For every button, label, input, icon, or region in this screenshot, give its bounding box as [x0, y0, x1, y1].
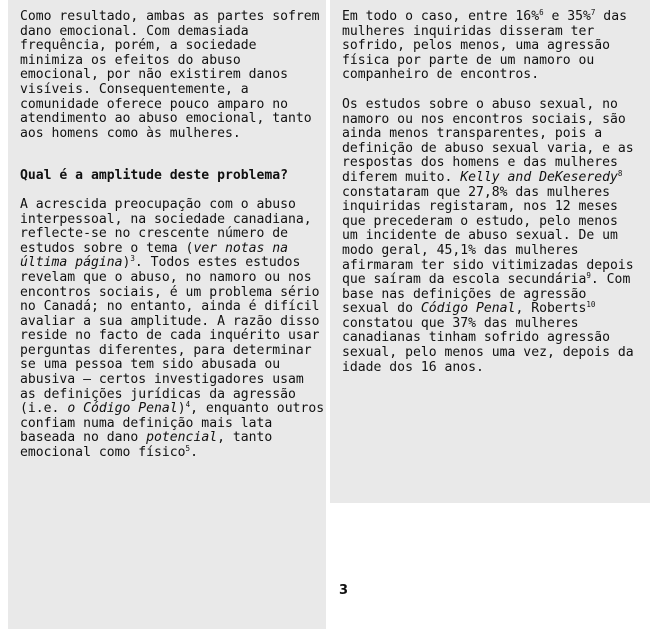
section-heading: Qual é a amplitude deste problema?	[20, 168, 289, 184]
footnote-ref: 4	[185, 400, 191, 410]
footnote-ref: 3	[130, 254, 135, 264]
footnote-ref: 9	[586, 271, 591, 281]
footnote-ref: 5	[185, 444, 191, 454]
physical-aggression-paragraph: Em todo o caso, entre 16%$^6$ e 35%$^7$ das mulheres inquiridas disseram ter sofrido, pelos menos, uma agressão física por parte de um namoro ou companheiro de encontros.	[342, 8, 627, 83]
footnote-ref: 8	[617, 168, 623, 178]
page-number: 3	[339, 583, 349, 598]
left-column	[20, 10, 325, 461]
right-column	[342, 10, 640, 375]
sexual-abuse-paragraph: Os estudos sobre o abuso sexual, no namoro ou nos encontros sociais, são ainda menos transparentes, pois a definição de abuso sexual varia, e as respostas dos homens e das mulheres diferem muito. Kelly and DeKeseredy$^8$ constataram que 27,8% das mulheres inquiridas registaram, nos 12 meses que precederam o estudo, pelo menos um incidente de abuso sexual. De um modo geral, 45,1% das mulheres afirmaram ter sido vitimizadas depois que saíram da escola secundária$^9$. Com base nas definições de agressão sexual do Código Penal, Roberts$^{10}$ constatou que 37% das mulheres canadianas tinham sofrido agressão sexual, pelo menos uma vez, depois da idade dos 16 anos.	[342, 96, 634, 375]
amplitude-paragraph: A acrescida preocupação com o abuso interpessoal, na sociedade canadiana, reflecte-se no crescente número de estudos sobre o tema (ver notas na última página)$^3$. Todos estes estudos revelam que o abuso, no namoro ou nos encontros sociais, é um problema sério no Canadá; no entanto, ainda é difícil avaliar a sua amplitude. A razão disso reside no facto de cada inquérito usar perguntas diferentes, para determinar se uma pessoa tem sido abusada ou abusiva — certos investigadores usam as definições jurídicas da agressão (i.e. o Código Penal)$^4$, enquanto outros confiam numa definição mais lata baseada no dano potencial, tanto emocional como físico$^5$.	[20, 196, 325, 461]
footnote-ref: 10	[586, 300, 596, 310]
footnote-ref: 7	[590, 8, 596, 17]
intro-paragraph: Como resultado, ambas as partes sofrem dano emocional. Com demasiada frequência, porém, a sociedade minimiza os efeitos do abuso emocional, por não existirem danos visíveis. Consequentemente, a comunidade oferece pouco amparo no atendimento ao abuso emocional, tanto aos homens como às mulheres.	[20, 9, 320, 141]
footnote-ref: 6	[539, 8, 544, 17]
